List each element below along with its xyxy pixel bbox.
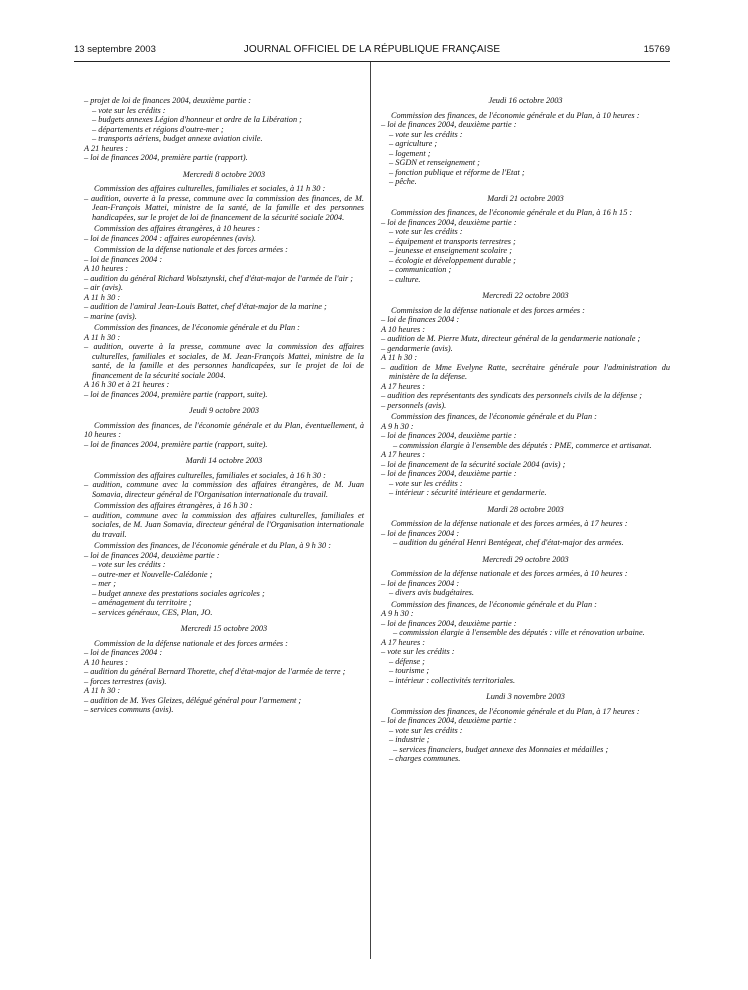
commission-heading: Commission des affaires étrangères, à 16 h 30 :: [94, 501, 253, 510]
agenda-item: – audition des représentants des syndicats des personnels civils de la défense ;: [381, 391, 642, 400]
time-line: A 16 h 30 et à 21 heures :: [84, 380, 170, 389]
time-line: A 17 heures :: [381, 381, 426, 391]
page-header: [74, 44, 670, 60]
agenda-subitem: – intérieur : collectivités territoriales.: [389, 675, 516, 685]
commission-heading: Commission de la défense nationale et des forces armées, à 10 heures :: [391, 569, 628, 578]
agenda-subitem: – agriculture ;: [389, 139, 438, 148]
agenda-subitem: – divers avis budgétaires.: [389, 588, 474, 597]
commission-heading: Commission des finances, de l'économie générale et du Plan, à 9 h 30 :: [94, 541, 332, 550]
commission-heading: Commission des finances, de l'économie générale et du Plan, à 10 heures :: [391, 110, 640, 120]
agenda-item: – loi de finances 2004 :: [381, 528, 460, 538]
commission-heading: Commission des finances, de l'économie générale et du Plan, à 16 h 15 :: [391, 208, 633, 217]
agenda-item: – loi de finances 2004 :: [381, 578, 460, 588]
right-column: [381, 96, 670, 764]
agenda-item: – audition, commune avec la commission des affaires culturelles, familiales et sociales, de M. Juan Somavia, directeur général de l'Organisation internationale du travail.: [84, 510, 364, 539]
agenda-subitem: – communication ;: [389, 265, 452, 274]
agenda-item: – services communs (avis).: [84, 705, 174, 714]
commission-heading: Commission de la défense nationale et des forces armées :: [391, 305, 585, 315]
agenda-item: – loi de finances 2004, première partie (rapport, suite).: [84, 439, 268, 449]
time-line: A 11 h 30 :: [84, 332, 121, 342]
date-heading: Mercredi 22 octobre 2003: [482, 291, 569, 300]
agenda-item: – loi de finances 2004, première partie (rapport).: [84, 153, 248, 162]
agenda-item: – gendarmerie (avis).: [381, 343, 453, 353]
agenda-subitem: – culture.: [389, 274, 421, 284]
agenda-subitem: – services financiers, budget annexe des Monnaies et médailles ;: [393, 744, 609, 754]
date-heading: Mardi 28 octobre 2003: [487, 504, 564, 514]
agenda-item: – audition de M. Yves Gleizes, délégué général pour l'armement ;: [84, 695, 302, 705]
time-line: A 21 heures :: [84, 143, 129, 153]
agenda-subitem: – équipement et transports terrestres ;: [389, 236, 516, 246]
agenda-item: – loi de finances 2004, deuxième partie :: [381, 469, 517, 478]
time-line: A 10 heures :: [84, 657, 129, 667]
date-heading: Lundi 3 novembre 2003: [486, 692, 565, 701]
time-line: A 10 heures :: [381, 324, 426, 334]
commission-heading: Commission de la défense nationale et des forces armées :: [94, 245, 288, 254]
agenda-subitem: – aménagement du territoire ;: [92, 598, 192, 607]
agenda-item: – audition de Mme Evelyne Ratte, secrétaire générale pour l'administration du ministère de la défense.: [381, 362, 670, 381]
agenda-item: – personnels (avis).: [381, 400, 447, 410]
agenda-subitem: – pêche.: [389, 177, 417, 186]
agenda-subitem: – commission élargie à l'ensemble des députés : ville et rénovation urbaine.: [393, 628, 645, 637]
agenda-subitem: – mer ;: [92, 579, 116, 588]
agenda-item: – loi de financement de la sécurité sociale 2004 (avis) ;: [381, 459, 566, 469]
commission-heading: Commission des affaires étrangères, à 10 heures :: [94, 224, 260, 233]
agenda-subitem: – vote sur les crédits :: [92, 560, 166, 569]
agenda-subitem: – industrie ;: [389, 735, 430, 744]
time-line: A 17 heures :: [381, 637, 426, 647]
agenda-item: – loi de finances 2004, deuxième partie :: [381, 431, 517, 440]
agenda-item: – loi de finances 2004 :: [84, 254, 163, 264]
agenda-item: – loi de finances 2004, première partie (rapport, suite).: [84, 389, 268, 399]
agenda-subitem: – vote sur les crédits :: [389, 478, 463, 488]
agenda-subitem: – départements et régions d'outre-mer ;: [92, 124, 224, 134]
agenda-item: – audition de M. Pierre Mutz, directeur général de la gendarmerie nationale ;: [381, 334, 641, 343]
agenda-subitem: – SGDN et renseignement ;: [389, 158, 480, 167]
agenda-item: – loi de finances 2004, deuxième partie :: [381, 120, 517, 129]
page-number: 15769: [643, 44, 670, 55]
agenda-item: – loi de finances 2004, deuxième partie :: [381, 618, 517, 628]
agenda-item: – marine (avis).: [84, 311, 137, 321]
agenda-subitem: – fonction publique et réforme de l'Etat ;: [389, 167, 525, 177]
agenda-item: – audition du général Richard Wolsztynski, chef d'état-major de l'armée de l'air ;: [84, 273, 354, 283]
agenda-subitem: – charges communes.: [389, 754, 461, 763]
agenda-subitem: – vote sur les crédits :: [389, 227, 463, 236]
agenda-item: – loi de finances 2004 : affaires européennes (avis).: [84, 233, 256, 243]
header-rule: [74, 61, 670, 62]
time-line: A 9 h 30 :: [381, 421, 414, 431]
time-line: A 10 heures :: [84, 264, 129, 273]
date-heading: Mardi 21 octobre 2003: [487, 193, 564, 203]
agenda-item: – audition, ouverte à la presse, commune avec la commission des finances, de M. Jean-François Mattei, ministre de la santé, de la famille et des personnes handicapées, sur le projet de loi de financement de la sécurité sociale 2004.: [84, 193, 364, 222]
left-column: [84, 96, 364, 715]
agenda-item: – loi de finances 2004, deuxième partie :: [381, 716, 517, 725]
agenda-subitem: – budgets annexes Légion d'honneur et ordre de la Libération ;: [92, 115, 302, 124]
commission-heading: Commission des finances, de l'économie générale et du Plan :: [94, 323, 300, 332]
agenda-subitem: – vote sur les crédits :: [92, 105, 166, 115]
commission-heading: Commission de la défense nationale et des forces armées, à 17 heures :: [391, 519, 628, 528]
agenda-item: – vote sur les crédits :: [381, 647, 455, 656]
agenda-subitem: – tourisme ;: [389, 666, 430, 675]
agenda-subitem: – commission élargie à l'ensemble des députés : PME, commerce et artisanat.: [393, 440, 652, 450]
agenda-subitem: – budget annexe des prestations sociales agricoles ;: [92, 588, 265, 598]
agenda-subitem: – transports aériens, budget annexe aviation civile.: [92, 134, 263, 143]
time-line: A 9 h 30 :: [381, 609, 414, 618]
agenda-subitem: – logement ;: [389, 148, 431, 158]
agenda-item: – forces terrestres (avis).: [84, 676, 167, 686]
agenda-item: – audition de l'amiral Jean-Louis Battet, chef d'état-major de la marine ;: [84, 302, 327, 311]
agenda-item: – audition du général Bernard Thorette, chef d'état-major de l'armée de terre ;: [84, 667, 346, 676]
agenda-item: – projet de loi de finances 2004, deuxième partie :: [84, 96, 251, 105]
agenda-subitem: – défense ;: [389, 656, 425, 666]
date-heading: Mercredi 15 octobre 2003: [180, 624, 268, 633]
agenda-subitem: – jeunesse et enseignement scolaire ;: [389, 246, 512, 255]
time-line: A 11 h 30 :: [381, 353, 418, 362]
agenda-item: – air (avis).: [84, 283, 123, 292]
agenda-subitem: – services généraux, CES, Plan, JO.: [92, 607, 213, 617]
commission-heading: Commission des affaires culturelles, familiales et sociales, à 11 h 30 :: [94, 184, 326, 193]
agenda-item: – loi de finances 2004 :: [84, 648, 163, 657]
agenda-subitem: – outre-mer et Nouvelle-Calédonie ;: [92, 569, 213, 579]
time-line: A 11 h 30 :: [84, 292, 121, 302]
date-heading: Jeudi 16 octobre 2003: [488, 96, 563, 105]
time-line: A 11 h 30 :: [84, 686, 121, 695]
agenda-subitem: – écologie et développement durable ;: [389, 255, 516, 265]
agenda-item: – loi de finances 2004, deuxième partie :: [381, 217, 517, 227]
agenda-subitem: – audition du général Henri Bentégeat, chef d'état-major des armées.: [393, 538, 624, 547]
agenda-subitem: – intérieur : sécurité intérieure et gendarmerie.: [389, 488, 547, 497]
time-line: A 17 heures :: [381, 450, 426, 459]
journal-title: JOURNAL OFFICIEL DE LA RÉPUBLIQUE FRANÇAISE: [243, 44, 501, 55]
commission-heading: Commission des finances, de l'économie générale et du Plan, éventuellement, à 10 heures :: [84, 420, 364, 439]
commission-heading: Commission des finances, de l'économie générale et du Plan :: [391, 412, 597, 421]
date-heading: Mardi 14 octobre 2003: [185, 456, 263, 465]
agenda-item: – audition, commune avec la commission des affaires étrangères, de M. Juan Somavia, directeur général de l'Organisation internationale du travail.: [84, 480, 364, 499]
commission-heading: Commission des finances, de l'économie générale et du Plan, à 17 heures :: [391, 706, 640, 716]
agenda-item: – loi de finances 2004 :: [381, 315, 460, 324]
agenda-item: – audition, ouverte à la presse, commune avec la commission des affaires culturelles, familiales et sociales, de M. Jean-François Mattei, ministre de la santé, de la famille et des personnes handicapées, sur le projet de loi de financement de la sécurité sociale 2004.: [84, 342, 364, 380]
date-heading: Mercredi 8 octobre 2003: [182, 169, 266, 179]
commission-heading: Commission des affaires culturelles, familiales et sociales, à 16 h 30 :: [94, 470, 326, 480]
date-heading: Mercredi 29 octobre 2003: [482, 554, 569, 564]
agenda-subitem: – vote sur les crédits :: [389, 725, 463, 735]
header-date: 13 septembre 2003: [74, 44, 156, 55]
commission-heading: Commission des finances, de l'économie générale et du Plan :: [391, 599, 597, 609]
commission-heading: Commission de la défense nationale et des forces armées :: [94, 638, 288, 648]
column-separator: [370, 62, 371, 959]
agenda-item: – loi de finances 2004, deuxième partie :: [84, 550, 220, 560]
date-heading: Jeudi 9 octobre 2003: [189, 406, 259, 415]
agenda-subitem: – vote sur les crédits :: [389, 129, 463, 139]
